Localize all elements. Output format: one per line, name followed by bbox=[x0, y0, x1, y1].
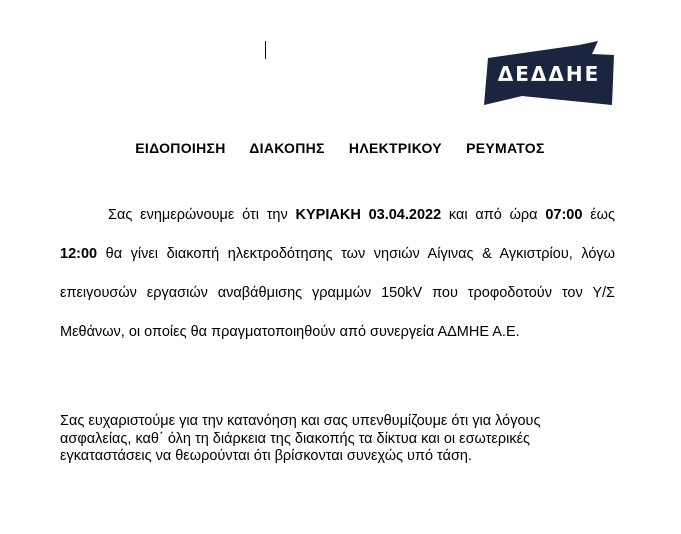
outage-start-time: 07:00 bbox=[545, 207, 583, 223]
p1-details: θα γίνει διακοπή ηλεκτροδότησης των νησιών Αίγινας & Αγκιστρίου, λόγω επειγουσών εργασιών αναβάθμισης γραμμών 150kV που τροφοδοτούν τον Υ/Σ Μεθάνων, οι οποίες θα πραγματοποιηθούν από συνεργεία ΑΔΜΗΕ Α.Ε. bbox=[60, 246, 615, 340]
p1-intro: Σας ενημερώνουμε ότι την bbox=[108, 207, 296, 223]
outage-end-time: 12:00 bbox=[60, 246, 98, 262]
p1-time-intro: και από ώρα bbox=[441, 207, 546, 223]
logo-text: ΔΕΔΔΗΕ bbox=[497, 62, 601, 86]
p1-until: έως bbox=[582, 207, 615, 223]
notice-paragraph-1 bbox=[60, 196, 615, 352]
notice-title: ΕΙΔΟΠΟΙΗΣΗ ΔΙΑΚΟΠΗΣ ΗΛΕΚΤΡΙΚΟΥ ΡΕΥΜΑΤΟΣ bbox=[135, 140, 545, 156]
outage-date: ΚΥΡΙΑΚΗ 03.04.2022 bbox=[295, 207, 442, 223]
text-cursor bbox=[265, 41, 266, 59]
notice-paragraph-2: Σας ευχαριστούμε για την κατανόηση και σας υπενθυμίζουμε ότι για λόγους ασφαλείας, καθ΄ όλη τη διάρκεια της διακοπής τα δίκτυα και οι εσωτερικές εγκαταστάσεις να θεωρούνται ότι βρίσκονται συνεχώς υπό τάση. bbox=[60, 413, 541, 464]
deddie-logo bbox=[484, 41, 614, 105]
